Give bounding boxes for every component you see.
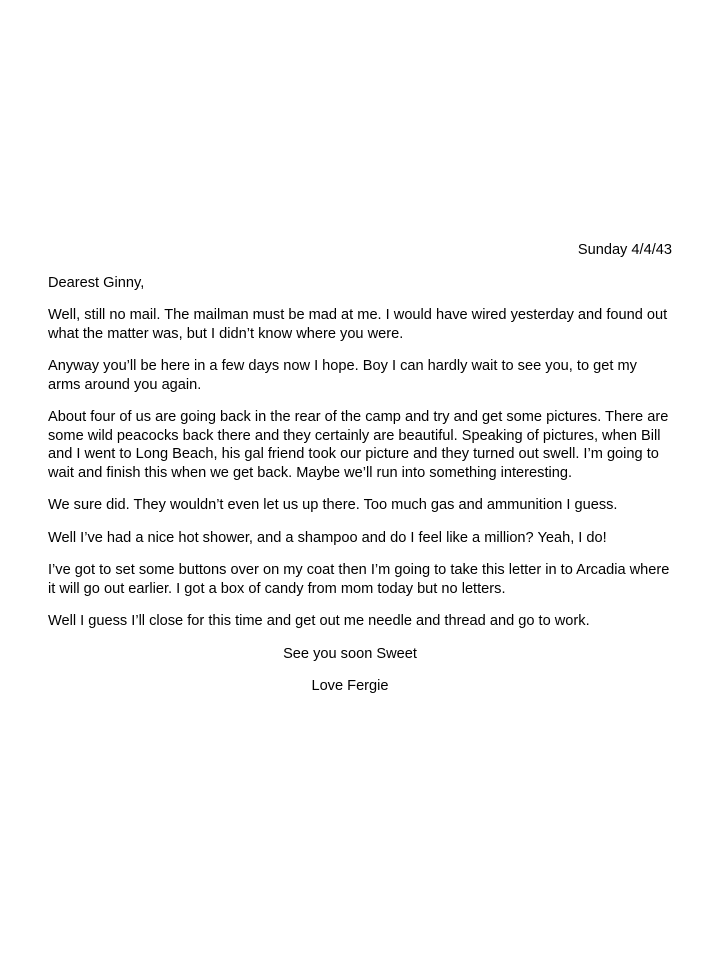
paragraph-1: Well, still no mail. The mailman must be mad at me. I would have wired yesterday and found out what the matter was, but I didn’t know where you were. [48, 307, 668, 342]
closing-block [38, 645, 662, 696]
paragraph-2: Anyway you’ll be here in a few days now I hope. Boy I can hardly wait to see you, to get my arms around you again. [48, 358, 637, 393]
signature: Love Fergie [311, 678, 389, 694]
paragraph-5: Well I’ve had a nice hot shower, and a shampoo and do I feel like a million? Yeah, I do! [48, 529, 607, 546]
letter-body [48, 241, 672, 710]
letter-date: Sunday 4/4/43 [577, 242, 672, 258]
salutation: Dearest Ginny, [48, 274, 145, 291]
paragraph-3: About four of us are going back in the rear of the camp and try and get some pictures. There are some wild peacocks back there and they certainly are beautiful. Speaking of pictures, when Bill and I went to Long Beach, his gal friend took our picture and they turned out swell. I’m going to wait and finish this when we get back. Maybe we’ll run into something interesting. [48, 409, 669, 481]
paragraph-6: I’ve got to set some buttons over on my coat then I’m going to take this letter in to Arcadia where it will go out earlier. I got a box of candy from mom today but no letters. [48, 562, 670, 597]
closing-line: See you soon Sweet [283, 645, 417, 662]
paragraph-7: Well I guess I’ll close for this time and get out me needle and thread and go to work. [48, 613, 590, 629]
paragraph-4: We sure did. They wouldn’t even let us up there. Too much gas and ammunition I guess. [48, 497, 618, 513]
